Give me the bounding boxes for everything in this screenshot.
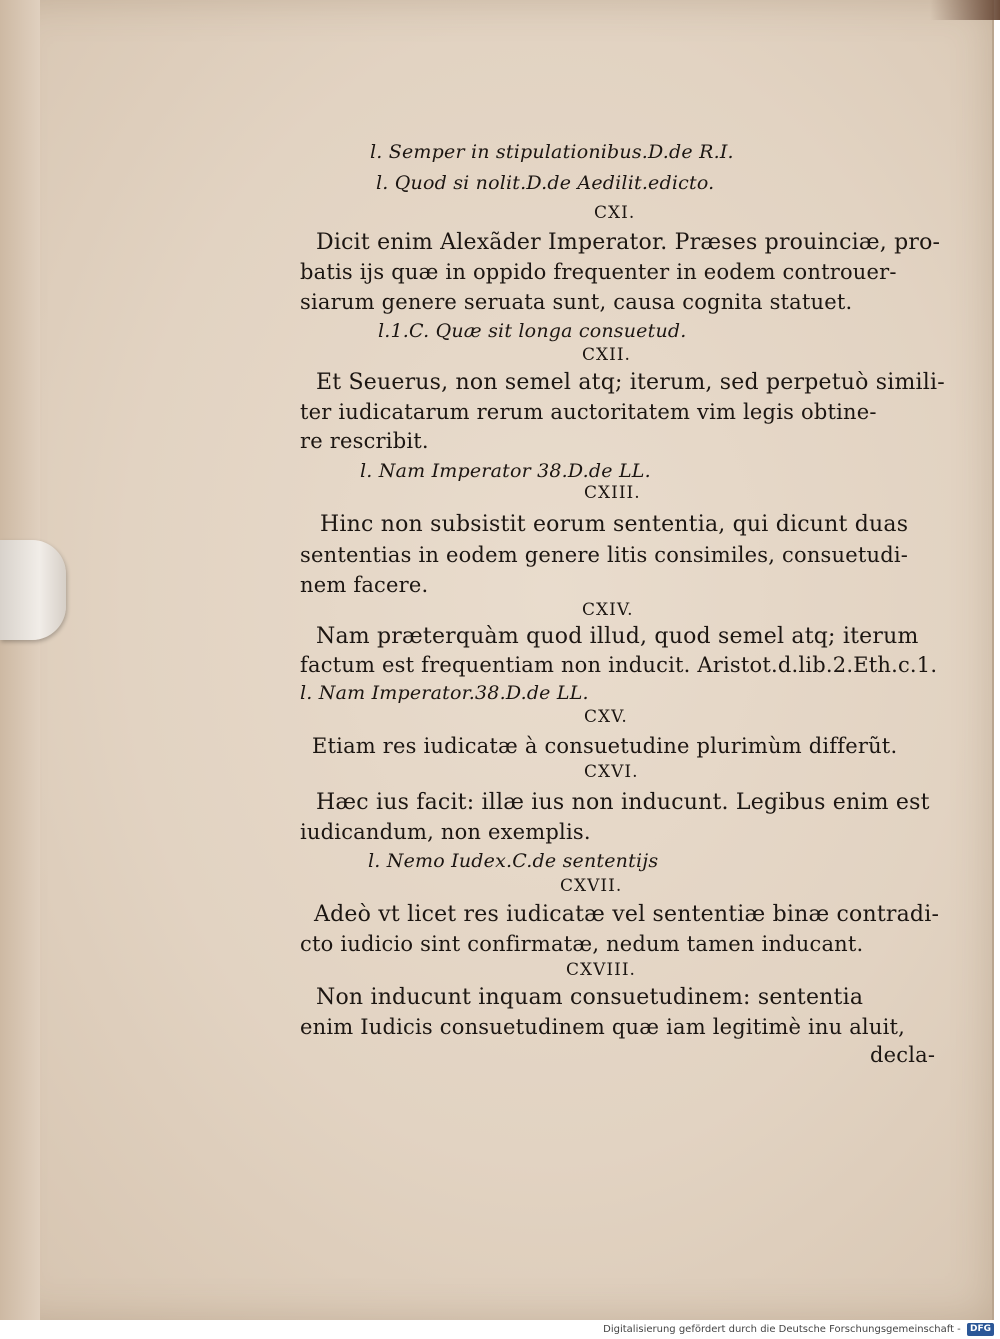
text-line: Nam præterquàm quod illud, quod semel atq; iterum xyxy=(316,624,919,649)
citation-line: l. Nam Imperator.38.D.de LL. xyxy=(300,682,589,704)
section-number: CXV. xyxy=(584,707,628,727)
text-line: Et Seuerus, non semel atq; iterum, sed perpetuò simili- xyxy=(316,370,945,395)
text-line: factum est frequentiam non inducit. Aristot.d.lib.2.Eth.c.1. xyxy=(300,653,938,677)
text-line: siarum genere seruata sunt, causa cognita statuet. xyxy=(300,290,853,314)
page-clip xyxy=(0,540,66,640)
text-line: Hæc ius facit: illæ ius non inducunt. Legibus enim est xyxy=(316,790,930,815)
citation-line: l.1.C. Quæ sit longa consuetud. xyxy=(378,320,687,342)
text-line: Adeò vt licet res iudicatæ vel sententiæ binæ contradi- xyxy=(314,902,940,927)
catchword: decla- xyxy=(870,1043,936,1067)
section-number: CXVI. xyxy=(584,762,639,782)
citation-line: l. Quod si nolit.D.de Aedilit.edicto. xyxy=(376,172,715,194)
text-line: batis ijs quæ in oppido frequenter in eodem controuer- xyxy=(300,260,897,284)
text-line: nem facere. xyxy=(300,573,429,597)
page-corner-shadow xyxy=(930,0,1000,20)
text-line: cto iudicio sint confirmatæ, nedum tamen inducant. xyxy=(300,932,864,956)
section-number: CXII. xyxy=(582,345,631,365)
text-line: enim Iudicis consuetudinem quæ iam legitimè inu aluit, xyxy=(300,1015,906,1039)
section-number: CXI. xyxy=(594,203,636,223)
text-line: Non inducunt inquam consuetudinem: sententia xyxy=(316,985,864,1010)
text-line: re rescribit. xyxy=(300,429,429,453)
section-number: CXIV. xyxy=(582,600,634,620)
text-line: ter iudicatarum rerum auctoritatem vim legis obtine- xyxy=(300,400,877,424)
text-line: Hinc non subsistit eorum sententia, qui dicunt duas xyxy=(320,512,909,537)
digitization-footer xyxy=(600,1321,1000,1339)
section-number: CXVII. xyxy=(560,876,623,896)
text-line: Etiam res iudicatæ à consuetudine plurimùm differũt. xyxy=(312,734,898,758)
citation-line: l. Nemo Iudex.C.de sententijs xyxy=(368,850,659,872)
dfg-logo: DFG xyxy=(967,1323,994,1336)
section-number: CXVIII. xyxy=(566,960,636,980)
text-line: sententias in eodem genere litis consimiles, consuetudi- xyxy=(300,543,909,567)
text-line: Dicit enim Alexãder Imperator. Præses prouinciæ, pro- xyxy=(316,230,941,255)
citation-line: l. Nam Imperator 38.D.de LL. xyxy=(360,460,651,482)
text-line: iudicandum, non exemplis. xyxy=(300,820,591,844)
citation-line: l. Semper in stipulationibus.D.de R.I. xyxy=(370,141,734,163)
section-number: CXIII. xyxy=(584,483,641,503)
footer-text: Digitalisierung gefördert durch die Deutsche Forschungsgemeinschaft - xyxy=(603,1324,961,1335)
page-gutter xyxy=(0,0,40,1320)
